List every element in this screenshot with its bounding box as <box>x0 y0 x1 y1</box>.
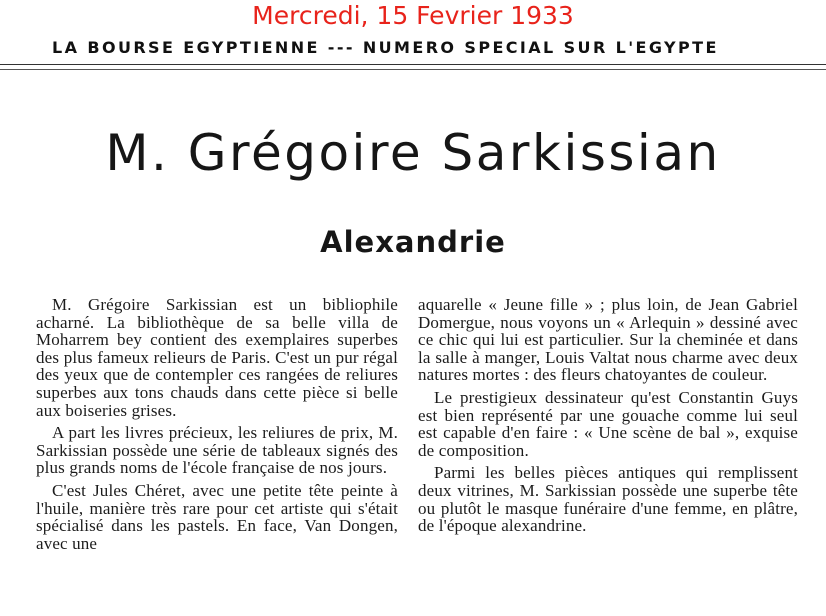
article-column-right <box>418 296 798 535</box>
paragraph-2: A part les livres précieux, les reliures de prix, M. Sarkissian possède une série de tableaux signés des plus grands noms de l'école française de nos jours. <box>36 423 398 478</box>
paragraph-3: C'est Jules Chéret, avec une petite tête peinte à l'huile, manière très rare pour cet artiste qui s'était spécialisé dans les pastels. En face, Van Dongen, avec une <box>36 480 398 553</box>
paragraph-6: Parmi les belles pièces antiques qui remplissent deux vitrines, M. Sarkissian possède une superbe tête ou plutôt le masque funéraire d'une femme, en plâtre, de l'époque alexandrine. <box>418 463 798 536</box>
article-column-left <box>36 296 398 552</box>
masthead-divider-top <box>0 64 826 65</box>
newspaper-masthead: LA BOURSE EGYPTIENNE --- NUMERO SPECIAL SUR L'EGYPTE <box>52 38 719 57</box>
paragraph-1: M. Grégoire Sarkissian est un bibliophile acharné. La bibliothèque de sa belle villa de Moharrem bey contient des exemplaires superbes des plus fameux relieurs de Paris. C'est un pur régal des yeux que de contempler ces rangées de reliures superbes aux tons chauds dans cette pièce si belle aux boiseries grises. <box>36 295 398 420</box>
article-subtitle: Alexandrie <box>320 225 506 259</box>
article-title: M. Grégoire Sarkissian <box>105 124 721 182</box>
issue-date: Mercredi, 15 Fevrier 1933 <box>252 1 574 30</box>
masthead-divider-bottom <box>0 69 826 70</box>
paragraph-4: aquarelle « Jeune fille » ; plus loin, de Jean Gabriel Domergue, nous voyons un « Arlequin » dessiné avec ce chic qui lui est particulier. Sur la cheminée et dans la salle à manger, Louis Valtat nous charme avec deux natures mortes : des fleurs chatoyantes de couleur. <box>418 295 798 385</box>
paragraph-5: Le prestigieux dessinateur qu'est Constantin Guys est bien représenté par une gouache comme lui seul est capable d'en faire : « Une scène de bal », exquise de composition. <box>418 387 798 460</box>
